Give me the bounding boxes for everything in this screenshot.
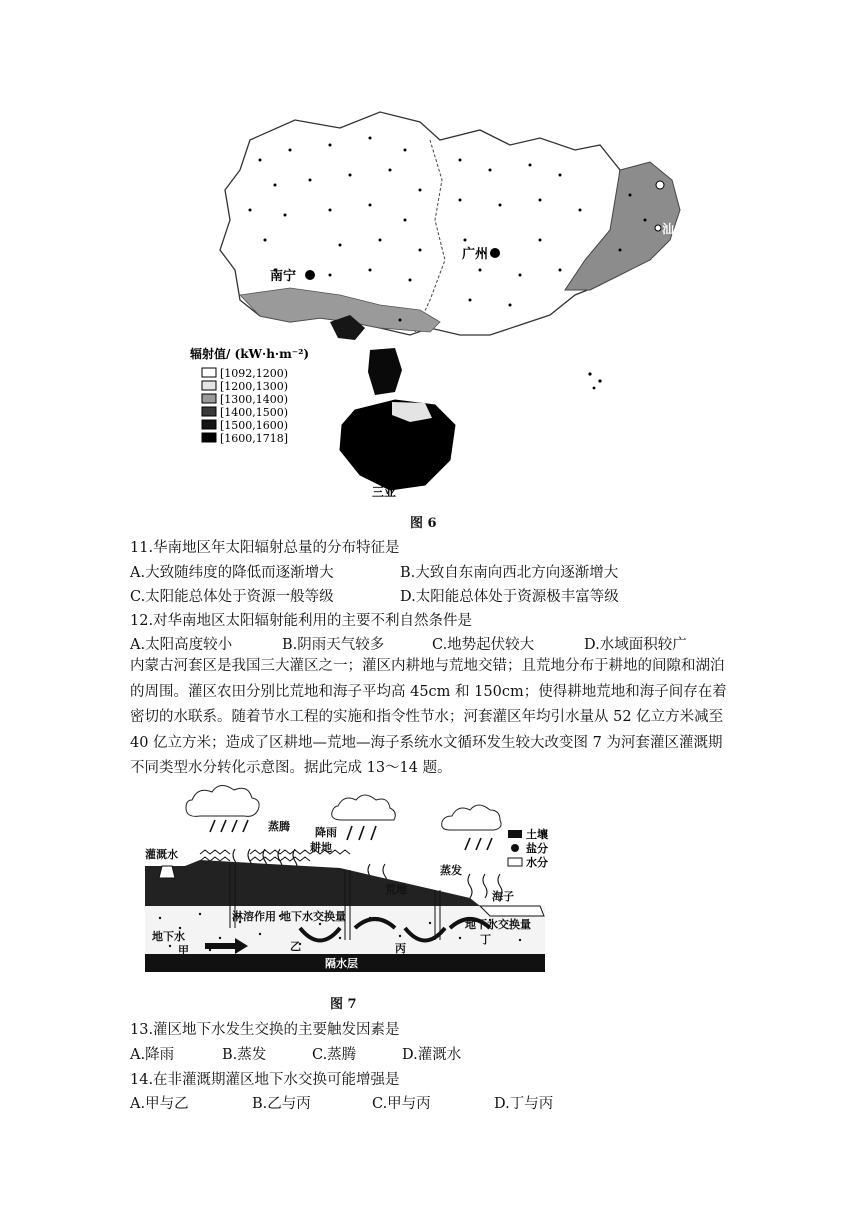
q14-stem: 14.在非灌溉期灌区地下水交换可能增强是 <box>130 1072 400 1088</box>
soil-layer <box>145 860 480 906</box>
label-wasteland: 荒地 <box>385 883 407 896</box>
legend-items <box>202 367 288 445</box>
label-jia: 甲 <box>178 944 189 957</box>
q14-option-c: C.甲与丙 <box>372 1096 431 1112</box>
haizi-lake <box>480 906 544 916</box>
q11-stem: 11.华南地区年太阳辐射总量的分布特征是 <box>130 540 400 556</box>
label-rain: 降雨 <box>315 826 337 839</box>
q13-option-b: B.蒸发 <box>222 1047 267 1063</box>
q13-option-c: C.蒸腾 <box>312 1047 357 1063</box>
figure-6-map <box>180 100 700 500</box>
label-evaporation: 蒸发 <box>440 864 462 877</box>
legend-water: 水分 <box>526 856 548 869</box>
figure-7-diagram <box>140 778 550 983</box>
label-ding: 丁 <box>480 933 491 946</box>
legend-label-2: [1200,1300) <box>220 380 289 393</box>
legend-label-5: [1500,1600) <box>220 419 289 432</box>
q14-option-a: A.甲与乙 <box>130 1096 189 1112</box>
legend-label-3: [1300,1400) <box>220 393 289 406</box>
legend-title: 辐射值/ (kW·h·m⁻²) <box>190 347 310 361</box>
legend-salt: 盐分 <box>526 842 548 855</box>
label-leach: 淋溶作用 <box>232 910 276 923</box>
city-nanning: 南宁 <box>270 269 297 284</box>
label-groundwater: 地下水 <box>152 930 185 943</box>
q14-option-d: D.丁与丙 <box>494 1096 554 1112</box>
canal <box>159 866 175 878</box>
figure-6-caption: 图 6 <box>410 516 437 531</box>
q12-option-c: C.地势起伏较大 <box>432 637 535 653</box>
q11-option-b: B.大致自东南向西北方向逐渐增大 <box>400 565 619 581</box>
cloud-icon <box>186 785 501 830</box>
label-transpiration: 蒸腾 <box>268 820 290 833</box>
label-aquitard: 隔水层 <box>325 957 358 970</box>
q11-option-a: A.大致随纬度的降低而逐渐增大 <box>130 565 334 581</box>
legend-label-1: [1092,1200) <box>220 367 289 380</box>
q12-option-a: A.太阳高度较小 <box>130 637 233 653</box>
region-1500-peninsula <box>368 348 402 395</box>
label-bing: 丙 <box>395 942 406 955</box>
q14-option-b: B.乙与丙 <box>252 1096 311 1112</box>
label-farmland: 耕地 <box>310 841 332 854</box>
label-yi: 乙 <box>290 940 301 953</box>
q12-option-b: B.阴雨天气较多 <box>282 637 385 653</box>
legend-label-6: [1600,1718] <box>220 432 289 445</box>
label-exchange-1: 地下水交换量 <box>280 910 346 923</box>
q13-option-a: A.降雨 <box>130 1047 175 1063</box>
passage-text: 内蒙古河套区是我国三大灌区之一；灌区内耕地与荒地交错；且荒地分布于耕地的间隙和湖泊的周围。灌区农田分别比荒地和海子平均高 45cm 和 150cm；使得耕地荒地和海子间存在着密切的水联系。随着节水工程的实施和指令性节水；河套灌区年均引水量从 52 亿立方米减至 40 亿立方米；造成了区耕地—荒地—海子系统水文循环发生较大改变图 7 为河套灌区灌溉期不同类型水分转化示意图。据此完成 13～14 题。 <box>130 658 727 776</box>
q13-option-d: D.灌溉水 <box>402 1047 462 1063</box>
legend-label-4: [1400,1500) <box>220 406 289 419</box>
city-sanya: 三亚 <box>372 485 397 499</box>
q12-option-d: D.水域面积较广 <box>584 637 687 653</box>
figure7-legend <box>508 827 548 869</box>
q11-option-d: D.太阳能总体处于资源极丰富等级 <box>400 589 619 605</box>
legend-soil: 土壤 <box>526 828 548 841</box>
label-haizi: 海子 <box>492 890 514 903</box>
label-irrigation: 灌溉水 <box>145 848 178 861</box>
q13-stem: 13.灌区地下水发生交换的主要触发因素是 <box>130 1022 400 1038</box>
city-guangzhou: 广州 <box>462 247 489 262</box>
label-exchange-2: 地下水交换量 <box>465 918 531 931</box>
q12-stem: 12.对华南地区太阳辐射能利用的主要不利自然条件是 <box>130 613 473 629</box>
figure-7-caption: 图 7 <box>330 997 357 1012</box>
city-shantou: 汕头 <box>662 222 687 236</box>
q11-option-c: C.太阳能总体处于资源一般等级 <box>130 589 334 605</box>
